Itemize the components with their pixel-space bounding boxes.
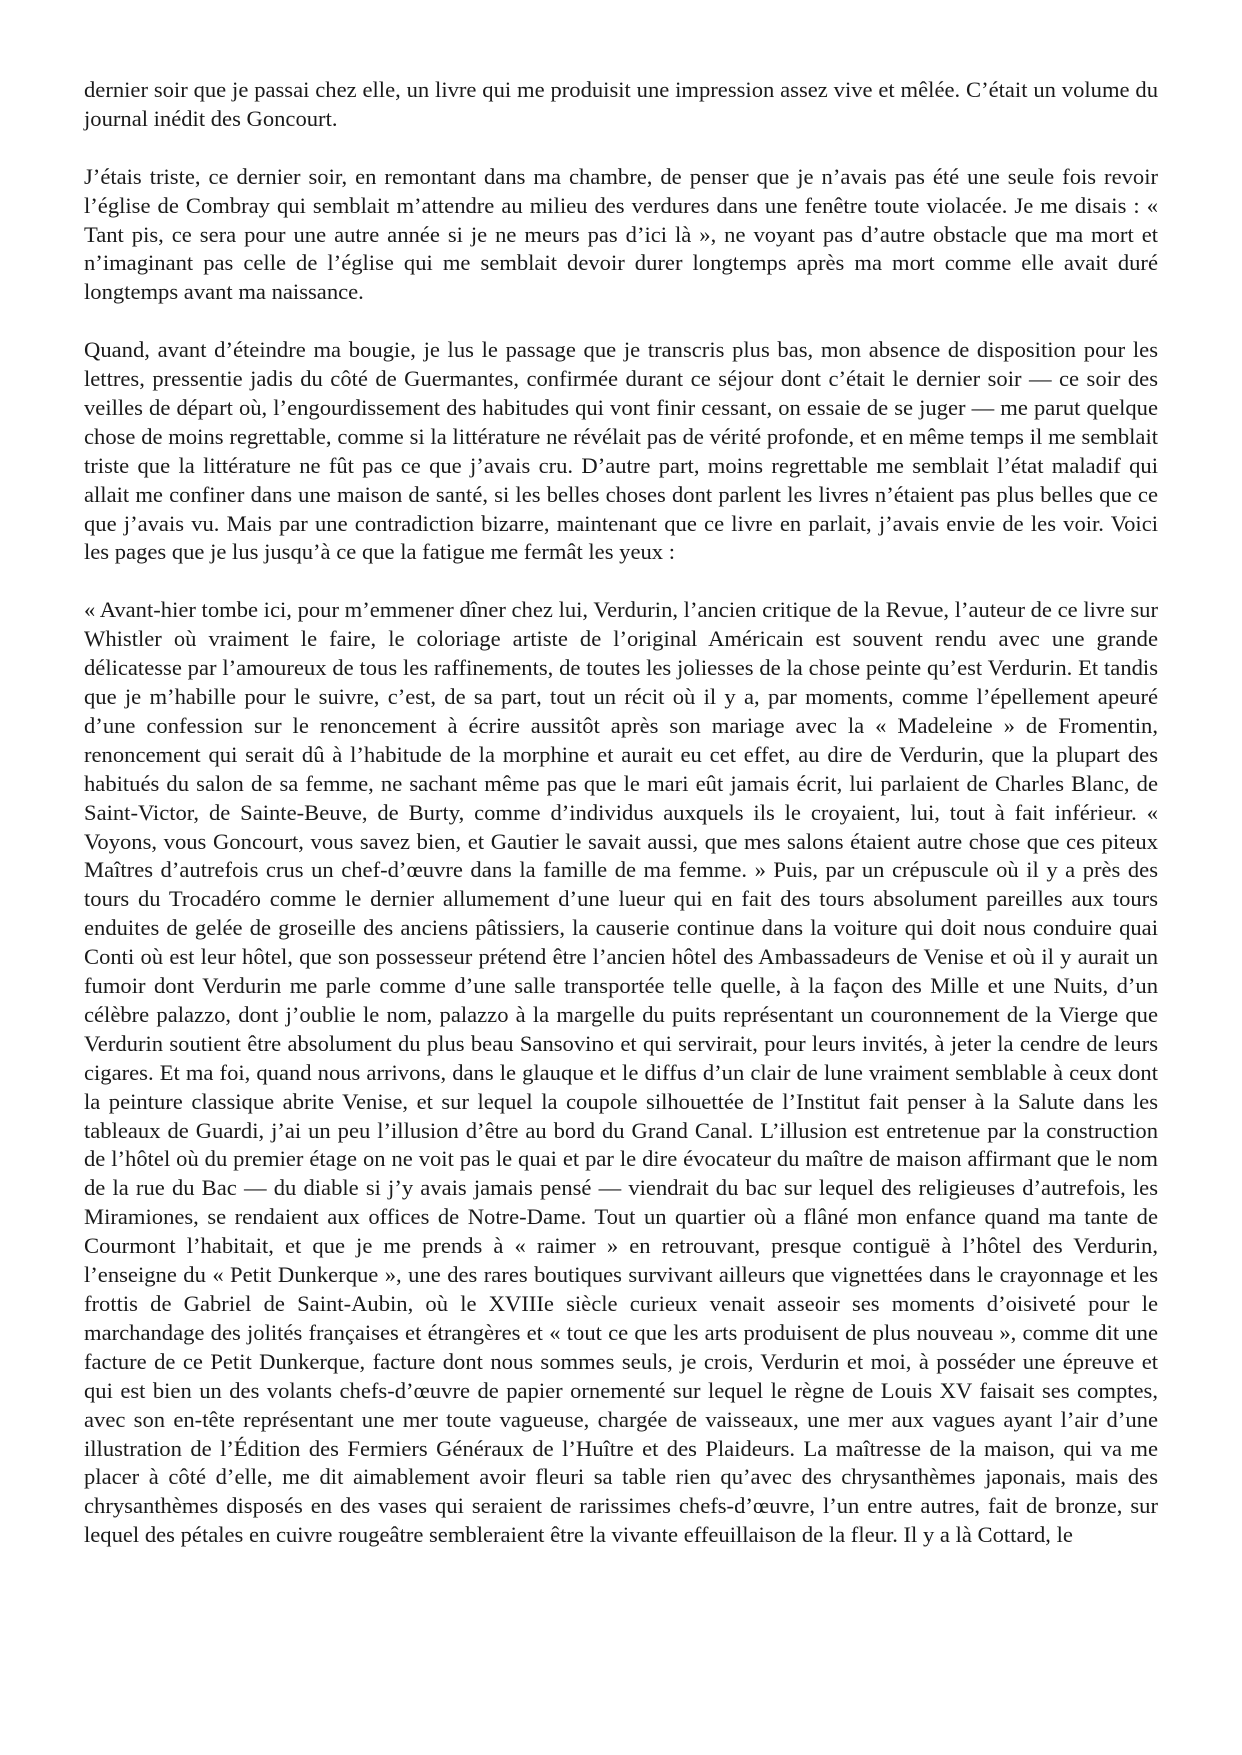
paragraph-2: J’étais triste, ce dernier soir, en remontant dans ma chambre, de penser que je n’avais pas été une seule fois revoir l’église de Combray qui semblait m’attendre au milieu des verdures dans une fenêtre toute violacée. Je me disais : « Tant pis, ce sera pour une autre année si je ne meurs pas d’ici là », ne voyant pas d’autre obstacle que ma mort et n’imaginant pas celle de l’église qui me semblait devoir durer longtemps après ma mort comme elle avait duré longtemps avant ma naissance.: [84, 163, 1158, 305]
paragraph-3: Quand, avant d’éteindre ma bougie, je lus le passage que je transcris plus bas, mon absence de disposition pour les lettres, pressentie jadis du côté de Guermantes, confirmée durant ce séjour dont c’était le dernier soir — ce soir des veilles de départ où, l’engourdissement des habitudes qui vont finir cessant, on essaie de se juger — me parut quelque chose de moins regrettable, comme si la littérature ne révélait pas de vérité profonde, et en même temps il me semblait triste que la littérature ne fût pas ce que j’avais cru. D’autre part, moins regrettable me semblait l’état maladif qui allait me confiner dans une maison de santé, si les belles choses dont parlent les livres n’étaient pas plus belles que ce que j’avais vu. Mais par une contradiction bizarre, maintenant que ce livre en parlait, j’avais envie de les voir. Voici les pages que je lus jusqu’à ce que la fatigue me fermât les yeux :: [84, 337, 1158, 565]
paragraph-4: « Avant-hier tombe ici, pour m’emmener dîner chez lui, Verdurin, l’ancien critique de la Revue, l’auteur de ce livre sur Whistler où vraiment le faire, le coloriage artiste de l’original Américain est souvent rendu avec une grande délicatesse par l’amoureux de tous les raffinements, de toutes les joliesses de la chose peinte qu’est Verdurin. Et tandis que je m’habille pour le suivre, c’est, de sa part, tout un récit où il y a, par moments, comme l’épellement apeuré d’une confession sur le renoncement à écrire aussitôt après son mariage avec la « Madeleine » de Fromentin, renoncement qui serait dû à l’habitude de la morphine et aurait eu cet effet, au dire de Verdurin, que la plupart des habitués du salon de sa femme, ne sachant même pas que le mari eût jamais écrit, lui parlaient de Charles Blanc, de Saint-Victor, de Sainte-Beuve, de Burty, comme d’individus auxquels ils le croyaient, lui, tout à fait inférieur. « Voyons, vous Goncourt, vous savez bien, et Gautier le savait aussi, que mes salons étaient autre chose que ces piteux Maîtres d’autrefois crus un chef-d’œuvre dans la famille de ma femme. » Puis, par un crépuscule où il y a près des tours du Trocadéro comme le dernier allumement d’une lueur qui en fait des tours absolument pareilles aux tours enduites de gelée de groseille des anciens pâtissiers, la causerie continue dans la voiture qui doit nous conduire quai Conti où est leur hôtel, que son possesseur prétend être l’ancien hôtel des Ambassadeurs de Venise et où il y aurait un fumoir dont Verdurin me parle comme d’une salle transportée telle quelle, à la façon des Mille et une Nuits, d’un célèbre palazzo, dont j’oublie le nom, palazzo à la margelle du puits représentant un couronnement de la Vierge que Verdurin soutient être absolument du plus beau Sansovino et qui servirait, pour leurs invités, à jeter la cendre de leurs cigares. Et ma foi, quand nous arrivons, dans le glauque et le diffus d’un clair de lune vraiment semblable à ceux dont la peinture classique abrite Venise, et sur lequel la coupole silhouettée de l’Institut fait penser à la Salute dans les tableaux de Guardi, j’ai un peu l’illusion d’être au bord du Grand Canal. L’illusion est entretenue par la construction de l’hôtel où du premier étage on ne voit pas le quai et par le dire évocateur du maître de maison affirmant que le nom de la rue du Bac — du diable si j’y avais jamais pensé — viendrait du bac sur lequel des religieuses d’autrefois, les Miramiones, se rendaient aux offices de Notre-Dame. Tout un quartier où a flâné mon enfance quand ma tante de Courmont l’habitait, et que je me prends à « raimer » en retrouvant, presque contiguë à l’hôtel des Verdurin, l’enseigne du « Petit Dunkerque », une des rares boutiques survivant ailleurs que vignettées dans le crayonnage et les frottis de Gabriel de Saint-Aubin, où le XVIIIe siècle curieux venait asseoir ses moments d’oisiveté pour le marchandage des jolités françaises et étrangères et « tout ce que les arts produisent de plus nouveau », comme dit une facture de ce Petit Dunkerque, facture dont nous sommes seuls, je crois, Verdurin et moi, à posséder une épreuve et qui est bien un des volants chefs-d’œuvre de papier ornementé sur lequel le règne de Louis XV faisait ses comptes, avec son en-tête représentant une mer toute vagueuse, chargée de vaisseaux, une mer aux vagues ayant l’air d’une illustration de l’Édition des Fermiers Généraux de l’Huître et des Plaideurs. La maîtresse de la maison, qui va me placer à côté d’elle, me dit aimablement avoir fleuri sa table rien qu’avec des chrysanthèmes japonais, mais des chrysanthèmes disposés en des vases qui seraient de rarissimes chefs-d’œuvre, l’un entre autres, fait de bronze, sur lequel des pétales en cuivre rougeâtre sembleraient être la vivante effeuillaison de la fleur. Il y a là Cottard, le: [84, 597, 1158, 1548]
document-page: [84, 76, 1158, 1579]
paragraph-1: dernier soir que je passai chez elle, un livre qui me produisit une impression assez vive et mêlée. C’était un volume du journal inédit des Goncourt.: [84, 77, 1158, 131]
